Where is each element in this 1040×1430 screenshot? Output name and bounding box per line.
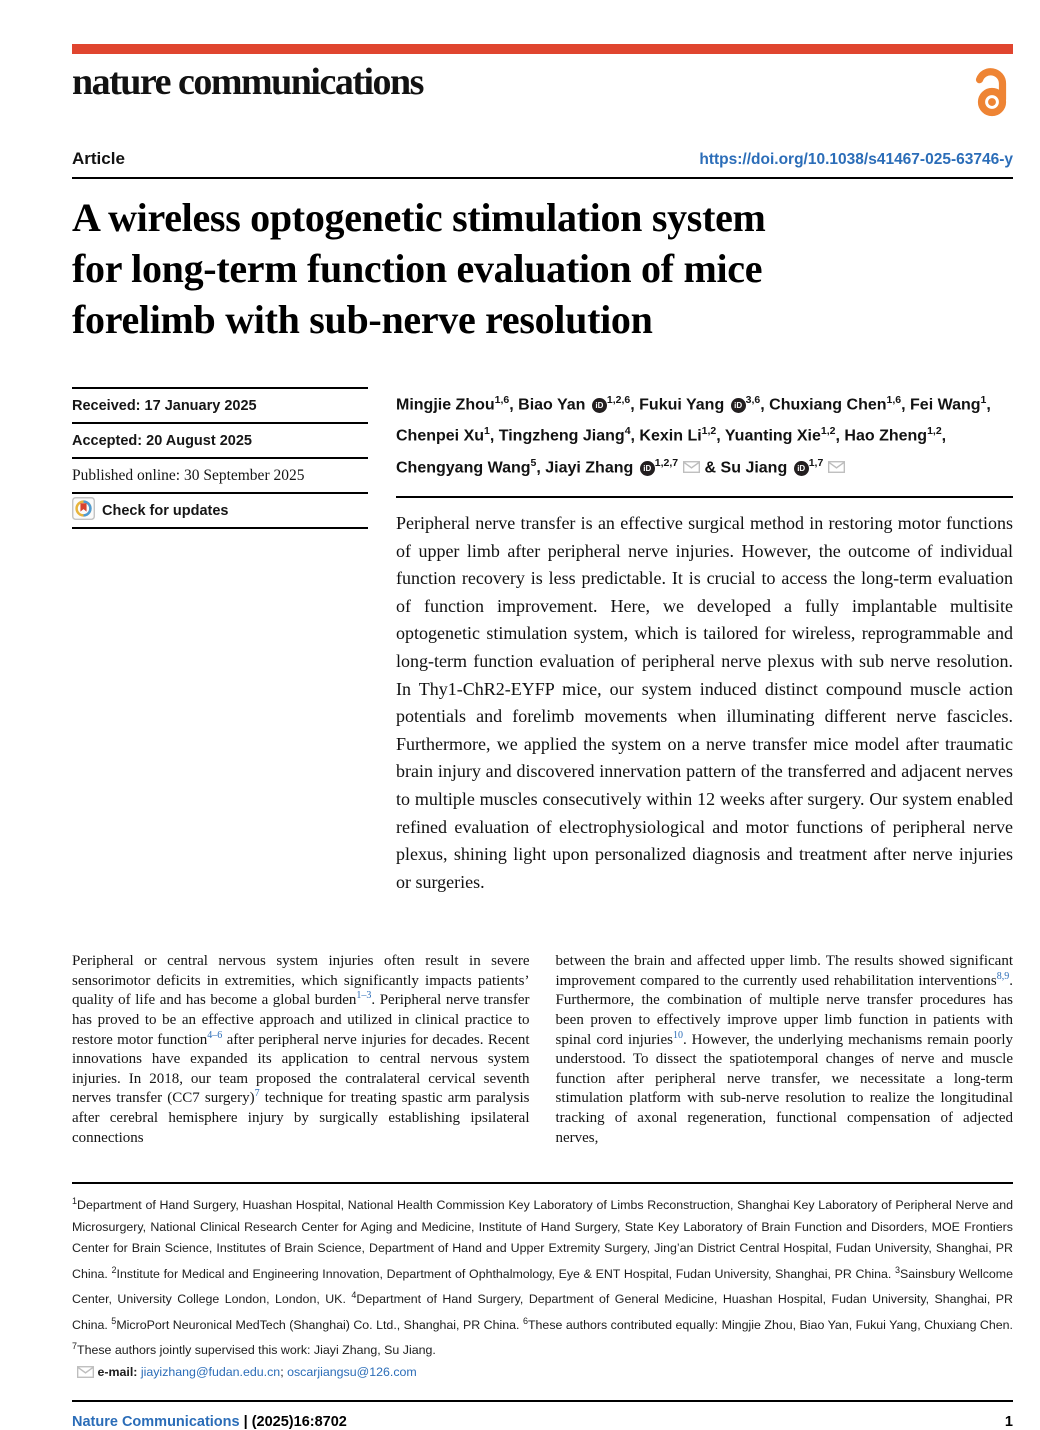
accepted-date: Accepted: 20 August 2025 xyxy=(72,424,368,459)
journal-name-link[interactable]: Nature Communications xyxy=(72,1414,240,1430)
journal-accent-bar xyxy=(72,44,1013,54)
header-divider xyxy=(72,177,1013,179)
received-date: Received: 17 January 2025 xyxy=(72,389,368,424)
author-affiliation-sup: 1 xyxy=(980,394,987,406)
check-for-updates-label: Check for updates xyxy=(102,502,229,519)
email-address-link[interactable]: jiayizhang@fudan.edu.cn xyxy=(140,1364,281,1379)
affiliation-sup: 6 xyxy=(522,1315,528,1326)
page-number: 1 xyxy=(1004,1414,1013,1430)
author-name: Chenpei Xu xyxy=(396,427,485,445)
author-affiliation-sup: 5 xyxy=(530,456,537,469)
authors-line: Mingjie Zhou$^{1,6}$, Biao Yan iD $^{1,2,6}$, Fukui Yang iD $^{3,6}$, Chuxiang Chen$^{1,6}$, Fei Wang$^1$, Chenpei Xu$^1$, Tingzheng Jiang$^4$, Kexin Li$^{1,2}$, Yuanting Xie$^{1,2}$, Hao Zheng$^{1,2}$, Chengyang Wang$^5$, Jiayi Zhang iD $^{1,2,7}$ & Su Jiang iD $^{1,7}$ xyxy=(396,394,991,476)
page-footer xyxy=(72,1400,1013,1430)
article-header-row xyxy=(72,149,1013,169)
author-name: Jiayi Zhang xyxy=(545,458,634,476)
check-for-updates-button[interactable] xyxy=(72,494,368,529)
masthead xyxy=(72,61,1013,125)
author-affiliation-sup: 1,6 xyxy=(494,394,510,406)
footnote-divider xyxy=(72,1182,1013,1184)
affiliation-sup: 4 xyxy=(351,1290,357,1301)
abstract-divider xyxy=(396,496,1013,498)
email-icon[interactable] xyxy=(828,459,845,476)
email-address-link[interactable]: oscarjiangsu@126.com xyxy=(287,1364,417,1379)
author-name: Mingjie Zhou xyxy=(396,396,495,414)
affiliation-sup: 3 xyxy=(895,1264,901,1275)
author-affiliation-sup: 1,6 xyxy=(886,394,902,406)
intro-column-right: between the brain and affected upper limb. The results showed significant improvement compared to the currently used rehabilitation interventions$^{8,9}$. Furthermore, the combination of multiple nerve transfer procedures has been proven to effectively improve upper limb function in patients with spinal cord injuries$^{10}$. However, the underlying mechanisms remain poorly understood. To dissect the spatiotemporal changes of nerve and muscle function after peripheral nerve transfer, we necessitate a long-term stimulation platform with sub-nerve resolution to realize the longitudinal tracking of axonal regeneration, functional compensation of adjected nerves, xyxy=(555,953,1013,1146)
author-affiliation-sup: 1,2 xyxy=(820,425,836,438)
intro-column-left: Peripheral or central nervous system injuries often result in severe sensorimotor deficits in extremities, which significantly impacts patients’ quality of life and has become a global burden$^{1-3}$. Peripheral nerve transfer has proved to be an effective approach and utilized in clinical practice to restore motor function$^{4-6}$ after peripheral nerve injuries for decades. Recent innovations have expanded its application to central nervous system injuries. In 2018, our team proposed the contralateral cervical seventh nerves transfer (CC7 surgery)$^7$ technique for treating spastic arm paralysis after cerebral hemisphere injury by surgically establishing ipsilateral connections xyxy=(72,953,530,1146)
affiliation-sup: 2 xyxy=(111,1264,117,1275)
citation-ref: 4–6 xyxy=(207,1029,223,1041)
author-name: Chuxiang Chen xyxy=(769,396,887,414)
title-line: for long-term function evaluation of mice xyxy=(72,246,763,291)
email-line: e-mail: jiayizhang@fudan.edu.cn; oscarjiangsu@126.com xyxy=(72,1362,1013,1383)
author-name: Biao Yan xyxy=(518,396,586,414)
abstract-text: Peripheral nerve transfer is an effective surgical method in restoring motor functions of upper limb after peripheral nerve injuries. However, the outcome of individual function recovery is less predictable. It is crucial to access the long-term evaluation of function improvement. Here, we developed a fully implantable multisite optogenetic stimulation system, which is tailored for wireless, reprogrammable and long-term function evaluation of peripheral nerve plexus with sub nerve resolution. In Thy1-ChR2-EYFP mice, our system induced distinct compound muscle action potentials and forelimb movements when illuminating different nerve fascicles. Furthermore, we applied the system on a nerve transfer mice model after traumatic brain injury and discovered innervation pattern of the transferred and adjacent nerves to multiple muscles consecutively within 12 weeks after surgery. Our system enabled refined evaluation of electrophysiological and motor functions of peripheral nerve plexus, shining light upon personalized diagnosis and treatment after nerve injuries or surgeries. xyxy=(396,512,1013,892)
citation-text: | (2025)16:8702 xyxy=(243,1414,347,1430)
orcid-icon[interactable]: iD xyxy=(640,461,655,476)
author-name: Fukui Yang xyxy=(639,396,725,414)
affiliation-sup: 1 xyxy=(72,1196,78,1207)
orcid-icon[interactable]: iD xyxy=(592,398,607,413)
author-name: Chengyang Wang xyxy=(396,458,531,476)
author-name: Kexin Li xyxy=(639,427,702,445)
title-line: A wireless optogenetic stimulation system xyxy=(72,195,766,240)
citation-ref: 10 xyxy=(672,1029,683,1041)
author-affiliation-sup: 1 xyxy=(484,425,490,438)
article-title xyxy=(72,192,1013,345)
author-name: Fei Wang xyxy=(910,396,981,414)
author-name: Tingzheng Jiang xyxy=(498,427,625,445)
citation-ref: 1–3 xyxy=(356,990,372,1002)
title-line: forelimb with sub-nerve resolution xyxy=(72,297,653,342)
author-affiliation-sup: 1,2 xyxy=(927,425,942,438)
email-icon[interactable] xyxy=(683,459,700,476)
author-affiliation-sup: 4 xyxy=(624,425,631,438)
introduction-columns xyxy=(72,952,1013,1148)
authors-and-abstract xyxy=(396,387,1013,896)
author-name: Hao Zheng xyxy=(844,427,928,445)
article-history-panel xyxy=(72,387,368,896)
orcid-icon[interactable]: iD xyxy=(794,461,809,476)
author-name: Su Jiang xyxy=(720,458,788,476)
published-date: Published online: 30 September 2025 xyxy=(72,459,368,494)
author-name: Yuanting Xie xyxy=(724,427,821,445)
email-label: e-mail: xyxy=(97,1364,141,1379)
affiliation-sup: 5 xyxy=(111,1315,117,1326)
article-type-label: Article xyxy=(72,149,125,168)
author-affiliation-sup: 1,2,7 xyxy=(654,456,679,469)
orcid-icon[interactable]: iD xyxy=(731,398,746,413)
envelope-icon xyxy=(77,1365,94,1379)
doi-link[interactable]: https://doi.org/10.1038/s41467-025-63746-y xyxy=(699,151,1013,168)
affiliation-sup: 7 xyxy=(72,1341,78,1352)
crossmark-icon xyxy=(72,497,95,524)
info-grid xyxy=(72,387,1013,896)
author-affiliation-sup: 3,6 xyxy=(745,394,761,406)
author-affiliation-sup: 1,2,6 xyxy=(606,394,631,406)
author-affiliation-sup: 1,7 xyxy=(808,456,824,469)
affiliations-text: $^1$Department of Hand Surgery, Huashan Hospital, National Health Commission Key Laboratory of Limbs Reconstruction, Shanghai Key Laboratory of Peripheral Nerve and Microsurgery, National Clinical Research Center for Aging and Medicine, Institute of Hand Surgery, State Key Laboratory of Brain Function and Disorders, MOE Frontiers Center for Brain Science, Institutes of Brain Science, Department of Hand and Upper Extremity Surgery, Jing’an District Central Hospital, Fudan University, Shanghai, PR China. $^2$Institute for Medical and Engineering Innovation, Department of Ophthalmology, Eye & ENT Hospital, Fudan University, Shanghai, PR China. $^3$Sainsbury Wellcome Center, University College London, London, UK. $^4$Department of Hand Surgery, Department of General Medicine, Huashan Hospital, Fudan University, Shanghai, PR China. $^5$MicroPort Neuronical MedTech (Shanghai) Co. Ltd., Shanghai, PR China. $^6$These authors contributed equally: Mingjie Zhou, Biao Yan, Fukui Yang, Chuxiang Chen. $^7$These authors jointly supervised this work: Jiayi Zhang, Su Jiang. xyxy=(72,1196,1014,1358)
citation-ref: 8,9 xyxy=(996,970,1010,982)
open-access-icon xyxy=(971,63,1013,125)
author-affiliation-sup: 1,2 xyxy=(701,425,717,438)
journal-logo: nature communications xyxy=(72,61,423,103)
journal-citation xyxy=(72,1414,347,1430)
citation-ref: 7 xyxy=(254,1088,260,1100)
